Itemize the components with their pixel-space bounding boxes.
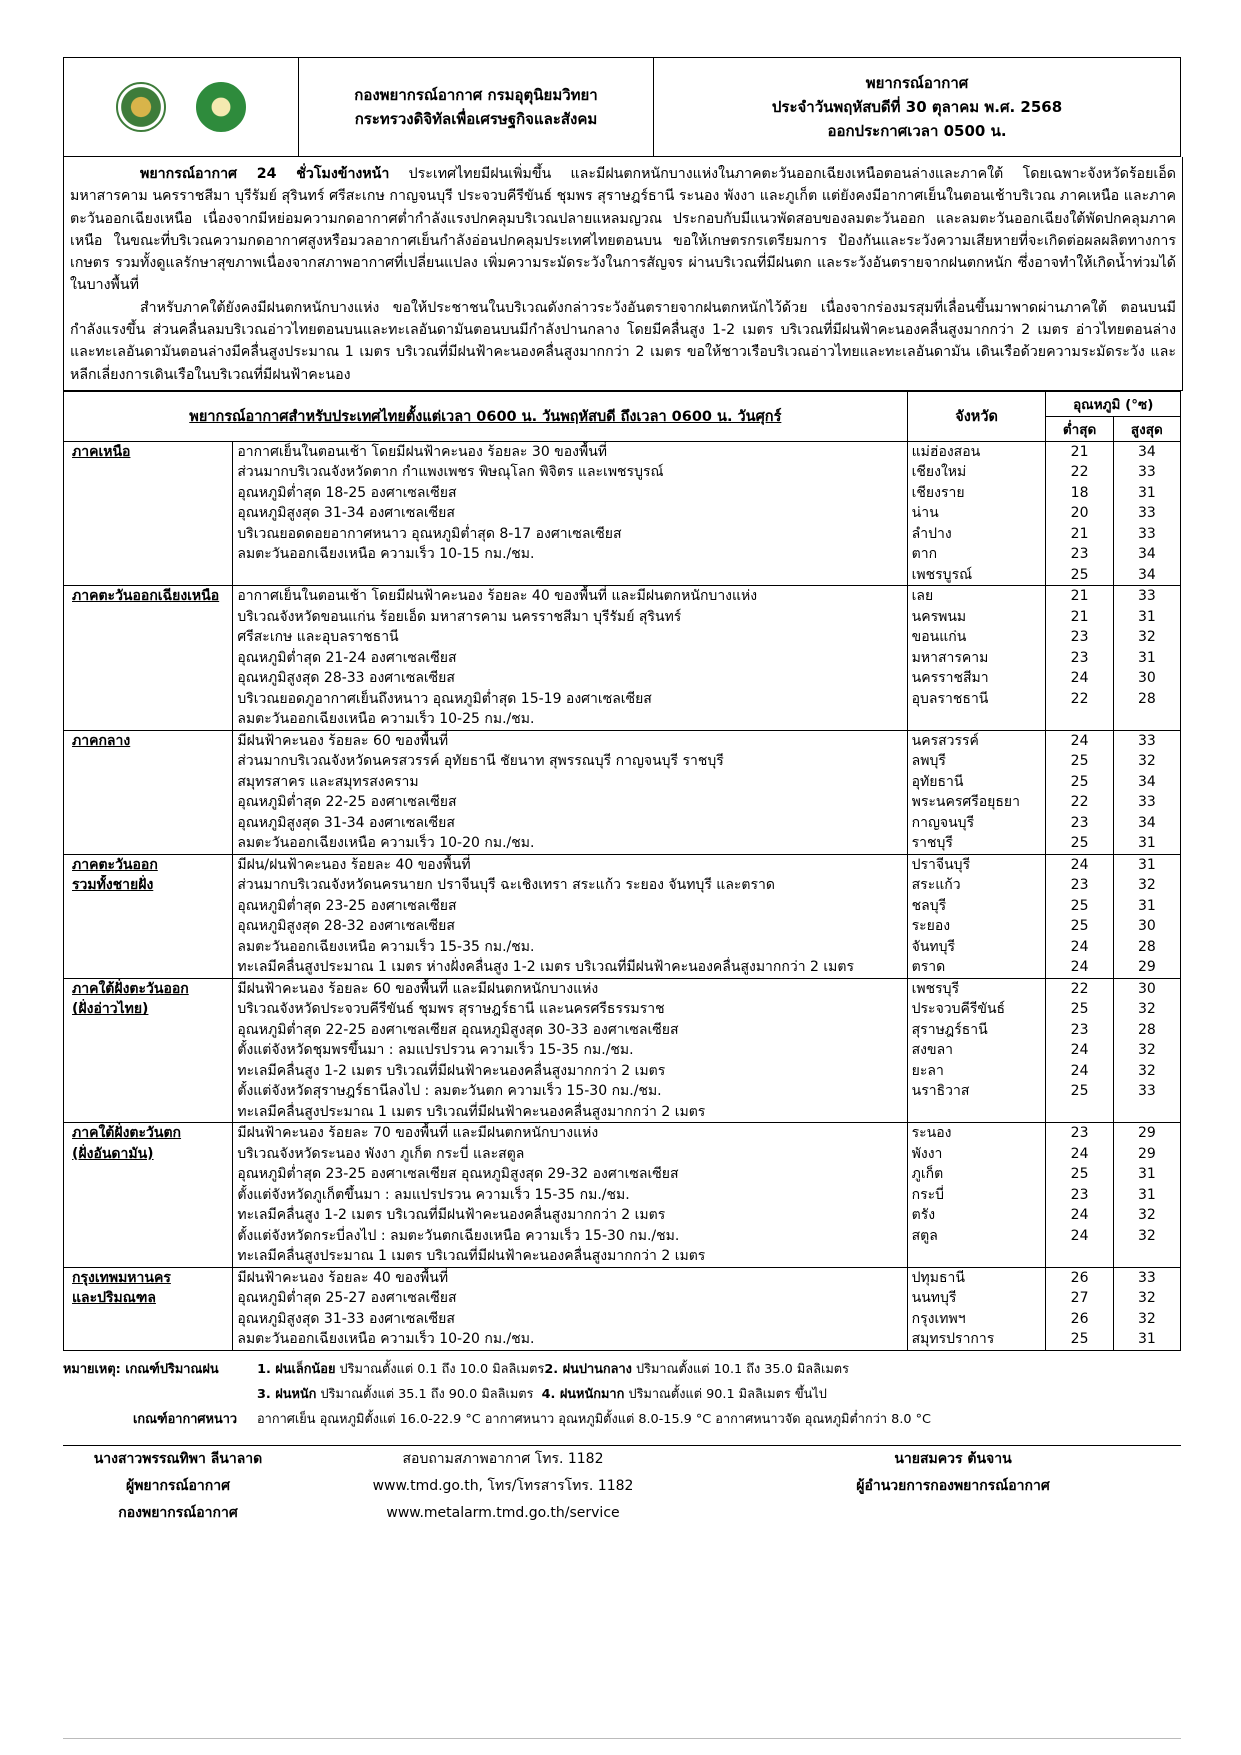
province-list <box>907 730 1046 854</box>
forecast-line: บริเวณยอดภูอากาศเย็นถึงหนาว อุณหภูมิต่ำสุด 15-19 องศาเซลเซียส <box>237 690 652 707</box>
province-name: เพชรบุรี <box>911 980 960 997</box>
forecast-line: อุณหภูมิสูงสุด 31-33 องศาเซลเซียส <box>237 1310 455 1327</box>
forecast-line: ตั้งแต่จังหวัดชุมพรขึ้นมา : ลมแปรปรวน ความเร็ว 15-35 กม./ชม. <box>237 1042 634 1059</box>
min-temp-list <box>1046 854 1113 978</box>
forecast-line: บริเวณจังหวัดระนอง พังงา ภูเก็ต กระบี่ และสตูล <box>237 1145 525 1162</box>
forecast-line: อุณหภูมิต่ำสุด 25-27 องศาเซลเซียส <box>237 1290 457 1307</box>
province-name: ตรัง <box>911 1207 936 1224</box>
max-temp: 31 <box>1137 835 1156 852</box>
intro-lead: พยากรณ์อากาศ 24 ชั่วโมงข้างหน้า <box>140 166 390 182</box>
max-temp <box>1114 1102 1180 1123</box>
province-name: กาญจนบุรี <box>911 814 975 831</box>
max-temp: 33 <box>1137 588 1156 605</box>
province-name: ลพบุรี <box>911 753 946 770</box>
province-name: อุบลราชธานี <box>911 690 989 707</box>
max-temp: 28 <box>1137 690 1156 707</box>
min-temp: 23 <box>1070 814 1089 831</box>
intro-line: ภาคเหนือ และภาคตะวันออกเฉียงเหนือ เนื่องจากมีหย่อมความกดอากาศต่ำกำลังแรงปกคลุมบริเวณปลายแหลมญวณ ประกอบกับมีแนวพัดสอบของลมตะวันออก <box>70 188 1176 227</box>
page-bottom-rule <box>63 1738 1181 1739</box>
min-temp: 25 <box>1070 835 1089 852</box>
region-name <box>64 854 233 978</box>
min-temp: 24 <box>1070 732 1089 749</box>
forecast-line: อุณหภูมิสูงสุด 28-32 องศาเซลเซียส <box>237 918 455 935</box>
forecast-table <box>63 391 1181 1351</box>
province-name: พระนครศรีอยุธยา <box>911 794 1020 811</box>
region-name-line: (ฝั่งอ่าวไทย) <box>72 1001 149 1018</box>
min-temp: 26 <box>1070 1269 1089 1286</box>
max-temp: 32 <box>1137 877 1156 894</box>
doc-title: พยากรณ์อากาศ <box>865 74 969 92</box>
forecast-line: ลมตะวันออกเฉียงเหนือ ความเร็ว 10-20 กม./ชม. <box>237 1331 535 1348</box>
max-temp-list <box>1113 978 1180 1123</box>
province-name: เชียงใหม่ <box>911 464 967 481</box>
province-list <box>907 1267 1046 1350</box>
province-name: ประจวบคีรีขันธ์ <box>911 1001 1006 1018</box>
intro-paragraph-2 <box>70 297 1176 386</box>
max-temp-list <box>1113 586 1180 731</box>
min-temp: 23 <box>1070 629 1089 646</box>
min-temp: 21 <box>1070 588 1089 605</box>
contact-service-link[interactable]: www.metalarm.tmd.go.th/service <box>386 1505 620 1521</box>
forecast-line <box>237 565 906 586</box>
region-row <box>64 854 1181 978</box>
signature-section <box>63 1445 1181 1521</box>
intro-line: อ่าวไทยตอนล่างและทะเลอันดามันตอนล่างมีคลื่นสูงประมาณ 1 เมตร บริเวณที่มีฝนฟ้าคะนองคลื่นสูงมากกว่า 2 เมตร ขอให้ชาวเรือบริเวณอ่าวไทยและทะเลอันดามัน <box>70 322 1176 361</box>
min-temp: 21 <box>1070 443 1089 460</box>
cold-criteria-label: เกณฑ์อากาศหนาว <box>133 1411 238 1427</box>
rain-level-2-text: ปริมาณตั้งแต่ 10.1 ถึง 35.0 มิลลิเมตร <box>631 1361 849 1377</box>
max-temp: 34 <box>1137 773 1156 790</box>
province-name: เพชรบูรณ์ <box>911 566 973 583</box>
region-name <box>64 730 233 854</box>
max-temp: 31 <box>1137 649 1156 666</box>
max-temp: 32 <box>1137 1207 1156 1224</box>
forecast-line: ทะเลมีคลื่นสูง 1-2 เมตร บริเวณที่มีฝนฟ้าคะนองคลื่นสูงมากกว่า 2 เมตร <box>237 1207 666 1224</box>
logo-cell <box>64 58 299 157</box>
region-name <box>64 1123 233 1268</box>
region-name-line: ภาคตะวันออก <box>72 856 158 873</box>
province-name: ลำปาง <box>911 525 952 542</box>
forecast-line: บริเวณยอดดอยอากาศหนาว อุณหภูมิต่ำสุด 8-17 องศาเซลเซียส <box>237 525 622 542</box>
min-temp <box>1046 1246 1112 1267</box>
province-name: ตราด <box>911 959 946 976</box>
forecast-line: อุณหภูมิต่ำสุด 18-25 องศาเซลเซียส <box>237 484 457 501</box>
org-name: กองพยากรณ์อากาศ กรมอุตุนิยมวิทยา <box>354 86 598 104</box>
rain-level-3: 3. ฝนหนัก <box>257 1386 317 1402</box>
doc-date: ประจำวันพฤหัสบดีที่ 30 ตุลาคม พ.ศ. 2568 <box>771 98 1063 116</box>
region-row <box>64 586 1181 731</box>
province-name: พังงา <box>911 1145 943 1162</box>
min-temp: 23 <box>1070 877 1089 894</box>
max-temp: 31 <box>1137 1186 1156 1203</box>
province-list <box>907 1123 1046 1268</box>
region-forecast <box>233 854 907 978</box>
province-name: สุราษฎร์ธานี <box>911 1021 988 1038</box>
province-name: ตาก <box>911 546 938 563</box>
max-temp: 33 <box>1137 1083 1156 1100</box>
province-header: จังหวัด <box>907 391 1046 441</box>
forecast-line: ส่วนมากบริเวณจังหวัดนครนายก ปราจีนบุรี ฉะเชิงเทรา สระแก้ว ระยอง จันทบุรี และตราด <box>237 877 775 894</box>
forecast-line: มีฝน/ฝนฟ้าคะนอง ร้อยละ 40 ของพื้นที่ <box>237 856 471 873</box>
max-temp: 32 <box>1137 1001 1156 1018</box>
max-temp <box>1114 1246 1180 1267</box>
rain-criteria-label: หมายเหตุ: เกณฑ์ปริมาณฝน <box>63 1361 219 1377</box>
forecaster-name: นางสาวพรรณทิพา ลีนาลาด <box>93 1451 263 1467</box>
forecast-line: ลมตะวันออกเฉียงเหนือ ความเร็ว 10-20 กม./ชม. <box>237 835 535 852</box>
rain-criteria-row-1 <box>63 1357 1181 1382</box>
province-name: สตูล <box>911 1227 938 1244</box>
min-temp: 25 <box>1070 753 1089 770</box>
forecast-line: อุณหภูมิสูงสุด 31-34 องศาเซลเซียส <box>237 505 455 522</box>
min-temp-list <box>1046 586 1113 731</box>
min-temp: 21 <box>1070 525 1089 542</box>
max-temp-list <box>1113 730 1180 854</box>
province-name: ระนอง <box>911 1125 952 1142</box>
region-name-line: ภาคใต้ฝั่งตะวันตก <box>72 1125 182 1142</box>
forecast-page <box>63 57 1181 1432</box>
province-list <box>907 586 1046 731</box>
min-temp-list <box>1046 730 1113 854</box>
max-temp: 31 <box>1137 1166 1156 1183</box>
max-temp: 31 <box>1137 608 1156 625</box>
max-temp: 31 <box>1137 897 1156 914</box>
max-temp: 30 <box>1137 918 1156 935</box>
province-name: ยะลา <box>911 1062 944 1079</box>
forecast-line: มีฝนฟ้าคะนอง ร้อยละ 70 ของพื้นที่ และมีฝนตกหนักบางแห่ง <box>237 1125 599 1142</box>
province-name: อุทัยธานี <box>911 773 964 790</box>
region-name-line: และปริมณฑล <box>72 1290 156 1307</box>
region-forecast <box>233 441 907 586</box>
header-table <box>63 57 1181 157</box>
region-name-line: (ฝั่งอันดามัน) <box>72 1145 154 1162</box>
max-temp: 29 <box>1137 959 1156 976</box>
issue-time: ออกประกาศเวลา 0500 น. <box>827 122 1007 140</box>
region-name-line: กรุงเทพมหานคร <box>72 1269 171 1286</box>
forecast-period-header: พยากรณ์อากาศสำหรับประเทศไทยตั้งแต่เวลา 0600 น. วันพฤหัสบดี ถึงเวลา 0600 น. วันศุกร์ <box>64 391 908 441</box>
min-temp: 23 <box>1070 1125 1089 1142</box>
forecast-line: ส่วนมากบริเวณจังหวัดนครสวรรค์ อุทัยธานี ชัยนาท สุพรรณบุรี กาญจนบุรี ราชบุรี <box>237 753 724 770</box>
min-temp: 20 <box>1070 505 1089 522</box>
region-name-line: ภาคเหนือ <box>72 443 131 460</box>
region-row <box>64 730 1181 854</box>
min-temp: 22 <box>1070 980 1089 997</box>
forecast-line: อุณหภูมิต่ำสุด 22-25 องศาเซลเซียส <box>237 794 457 811</box>
max-temp: 32 <box>1137 1310 1156 1327</box>
forecaster-role: ผู้พยากรณ์อากาศ <box>126 1478 230 1494</box>
max-temp: 33 <box>1137 464 1156 481</box>
intro-line: เดินเรือด้วยความระมัดระวัง และหลีกเลี่ยงการเดินเรือในบริเวณที่มีฝนฟ้าคะนอง <box>70 344 1176 383</box>
forecast-line: ทะเลมีคลื่นสูง 1-2 เมตร บริเวณที่มีฝนฟ้าคะนองคลื่นสูงมากกว่า 2 เมตร <box>237 1062 666 1079</box>
max-temp: 32 <box>1137 1227 1156 1244</box>
rain-level-2: 2. ฝนปานกลาง <box>544 1361 632 1377</box>
min-temp: 24 <box>1070 1062 1089 1079</box>
province-name: มหาสารคาม <box>911 649 989 666</box>
rain-criteria-row-2 <box>63 1382 1181 1407</box>
province-name: สงขลา <box>911 1042 954 1059</box>
forecast-line: มีฝนฟ้าคะนอง ร้อยละ 40 ของพื้นที่ <box>237 1269 449 1286</box>
forecaster-signature <box>63 1446 293 1527</box>
director-name: นายสมควร ต้นจาน <box>894 1451 1012 1467</box>
min-temp: 18 <box>1070 484 1089 501</box>
max-temp: 32 <box>1137 1042 1156 1059</box>
min-temp: 24 <box>1070 1145 1089 1162</box>
min-temp: 22 <box>1070 690 1089 707</box>
contact-website[interactable]: www.tmd.go.th, โทร/โทรสารโทร. 1182 <box>372 1478 634 1494</box>
forecast-line: ส่วนมากบริเวณจังหวัดตาก กำแพงเพชร พิษณุโลก พิจิตร และเพชรบูรณ์ <box>237 464 664 481</box>
forecast-line: บริเวณจังหวัดขอนแก่น ร้อยเอ็ด มหาสารคาม นครราชสีมา บุรีรัมย์ สุรินทร์ <box>237 608 682 625</box>
intro-section <box>63 157 1183 391</box>
region-forecast <box>233 1267 907 1350</box>
region-forecast <box>233 1123 907 1268</box>
forecast-line: ลมตะวันออกเฉียงเหนือ ความเร็ว 15-35 กม./ชม. <box>237 938 535 955</box>
min-temp: 25 <box>1070 566 1089 583</box>
province-name: นครราชสีมา <box>911 670 989 687</box>
min-temp: 25 <box>1070 1001 1089 1018</box>
forecast-line: ตั้งแต่จังหวัดสุราษฎร์ธานีลงไป : ลมตะวันตก ความเร็ว 15-30 กม./ชม. <box>237 1083 662 1100</box>
rain-level-1: 1. ฝนเล็กน้อย <box>257 1361 336 1377</box>
min-temp: 27 <box>1070 1290 1089 1307</box>
cold-criteria-text: อากาศเย็น อุณหภูมิตั้งแต่ 16.0-22.9 °C อากาศหนาว อุณหภูมิตั้งแต่ 8.0-15.9 °C อากาศหนาวจัด อุณหภูมิต่ำกว่า 8.0 °C <box>257 1411 931 1427</box>
max-temp-list <box>1113 1267 1180 1350</box>
forecast-line: บริเวณจังหวัดประจวบคีรีขันธ์ ชุมพร สุราษฎร์ธานี และนครศรีธรรมราช <box>237 1001 665 1018</box>
province-list <box>907 854 1046 978</box>
province-name: ราชบุรี <box>911 835 953 852</box>
intro-line: สำหรับภาคใต้ยังคงมีฝนตกหนักบางแห่ง ขอให้ประชาชนในบริเวณดังกล่าวระวังอันตรายจากฝนตกหนักไว้ด้วย เนื่องจากร่องมรสุมที่เลื่อนขึ้นมาพาดผ่านภาคใต้ <box>140 299 1108 316</box>
max-temp: 34 <box>1137 566 1156 583</box>
forecast-line: ทะเลมีคลื่นสูงประมาณ 1 เมตร บริเวณที่มีฝนฟ้าคะนองคลื่นสูงมากกว่า 2 เมตร <box>237 1248 706 1265</box>
province-name: นนทบุรี <box>911 1290 957 1307</box>
max-temp: 34 <box>1137 443 1156 460</box>
max-temp: 32 <box>1137 629 1156 646</box>
max-temp: 34 <box>1137 814 1156 831</box>
forecast-line: ตั้งแต่จังหวัดภูเก็ตขึ้นมา : ลมแปรปรวน ความเร็ว 15-35 กม./ชม. <box>237 1186 630 1203</box>
province-name: น่าน <box>911 505 939 522</box>
min-temp <box>1046 709 1112 730</box>
region-name-line: ภาคใต้ฝั่งตะวันออก <box>72 980 189 997</box>
min-temp: 23 <box>1070 1021 1089 1038</box>
max-temp: 28 <box>1137 938 1156 955</box>
province-name: นครสวรรค์ <box>911 732 979 749</box>
province-name: แม่ฮ่องสอน <box>911 443 981 460</box>
director-signature <box>803 1446 1103 1500</box>
forecast-line: อุณหภูมิสูงสุด 28-33 องศาเซลเซียส <box>237 670 455 687</box>
province-name: นราธิวาส <box>911 1083 970 1100</box>
min-temp: 22 <box>1070 464 1089 481</box>
province-name: เชียงราย <box>911 484 965 501</box>
forecast-line: อากาศเย็นในตอนเช้า โดยมีฝนฟ้าคะนอง ร้อยละ 30 ของพื้นที่ <box>237 443 608 460</box>
forecast-line: มีฝนฟ้าคะนอง ร้อยละ 60 ของพื้นที่ <box>237 732 449 749</box>
forecast-line: อุณหภูมิต่ำสุด 21-24 องศาเซลเซียส <box>237 649 457 666</box>
min-temp: 24 <box>1070 938 1089 955</box>
notes-section <box>63 1357 1181 1432</box>
region-name-line: รวมทั้งชายฝั่ง <box>72 877 154 894</box>
province-name: ภูเก็ต <box>911 1166 944 1183</box>
min-temp-list <box>1046 978 1113 1123</box>
min-temp: 24 <box>1070 670 1089 687</box>
region-name-line: ภาคตะวันออกเฉียงเหนือ <box>72 588 220 605</box>
intro-line: ผ่านบริเวณที่มีฝนตก และระวังอันตรายจากฝนตกหนัก ซึ่งอาจทำให้เกิดน้ำท่วมได้ในบางพื้นที่ <box>70 255 1176 294</box>
forecast-line: ตั้งแต่จังหวัดกระบี่ลงไป : ลมตะวันตกเฉียงเหนือ ความเร็ว 15-30 กม./ชม. <box>237 1227 680 1244</box>
min-temp: 24 <box>1070 1042 1089 1059</box>
min-temp: 25 <box>1070 897 1089 914</box>
province-name: ระยอง <box>911 918 951 935</box>
min-temp: 26 <box>1070 1310 1089 1327</box>
title-cell <box>654 58 1181 157</box>
max-temp: 30 <box>1137 670 1156 687</box>
min-temp: 24 <box>1070 856 1089 873</box>
forecast-line: อุณหภูมิต่ำสุด 23-25 องศาเซลเซียส อุณหภูมิสูงสุด 29-32 องศาเซลเซียส <box>237 1166 679 1183</box>
max-temp: 33 <box>1137 732 1156 749</box>
min-temp: 24 <box>1070 1227 1089 1244</box>
max-temp: 33 <box>1137 505 1156 522</box>
min-temp-list <box>1046 441 1113 586</box>
province-name: ชลบุรี <box>911 897 947 914</box>
intro-line: และลมตะวันออกเฉียงใต้พัดปกคลุมภาคเหนือ ในขณะที่บริเวณความกดอากาศสูงหรือมวลอากาศเย็นกำลังอ่อนปกคลุมประเทศไทยตอนบน ขอให้เกษตรกรเตรียมการ <box>70 210 1176 249</box>
cold-criteria-row <box>63 1407 1181 1432</box>
max-temp: 31 <box>1137 484 1156 501</box>
max-temp-list <box>1113 1123 1180 1268</box>
forecast-line: มีฝนฟ้าคะนอง ร้อยละ 60 ของพื้นที่ และมีฝนตกหนักบางแห่ง <box>237 980 599 997</box>
min-temp: 25 <box>1070 773 1089 790</box>
director-role: ผู้อำนวยการกองพยากรณ์อากาศ <box>856 1478 1050 1494</box>
forecast-line: สมุทรสาคร และสมุทรสงคราม <box>237 773 419 790</box>
ministry-name: กระทรวงดิจิทัลเพื่อเศรษฐกิจและสังคม <box>354 110 598 128</box>
max-temp: 32 <box>1137 753 1156 770</box>
forecast-line: ลมตะวันออกเฉียงเหนือ ความเร็ว 10-25 กม./ชม. <box>237 711 535 728</box>
max-temp: 33 <box>1137 794 1156 811</box>
max-temp: 31 <box>1137 1331 1156 1348</box>
region-forecast <box>233 978 907 1123</box>
province-name: ปราจีนบุรี <box>911 856 971 873</box>
regions-body <box>64 441 1181 1350</box>
province-name: สระแก้ว <box>911 877 961 894</box>
min-temp: 25 <box>1070 1166 1089 1183</box>
max-temp: 34 <box>1137 546 1156 563</box>
region-row <box>64 441 1181 586</box>
province-name: กระบี่ <box>911 1186 945 1203</box>
province-name: เลย <box>911 588 934 605</box>
tmd-logo-icon <box>116 82 166 132</box>
region-name <box>64 1267 233 1350</box>
max-temp: 29 <box>1137 1145 1156 1162</box>
max-temp-list <box>1113 854 1180 978</box>
forecaster-org: กองพยากรณ์อากาศ <box>118 1505 238 1521</box>
region-forecast <box>233 586 907 731</box>
max-temp: 32 <box>1137 1290 1156 1307</box>
province-name: ปทุมธานี <box>911 1269 965 1286</box>
min-temp: 25 <box>1070 1083 1089 1100</box>
region-name <box>64 978 233 1123</box>
intro-line: มหาสารคาม นครราชสีมา บุรีรัมย์ สุรินทร์ ศรีสะเกษ กาญจนบุรี ประจวบคีรีขันธ์ ชุมพร สุราษฎร์ธานี ระนอง พังงา และภูเก็ต แต่ยังคงมีอากาศเย็นในตอนเช้าบริเวณ <box>70 188 1056 205</box>
min-temp: 24 <box>1070 1207 1089 1224</box>
province-name: นครพนม <box>911 608 967 625</box>
province-name <box>912 1246 1046 1267</box>
max-temp-list <box>1113 441 1180 586</box>
min-temp-list <box>1046 1123 1113 1268</box>
region-name <box>64 586 233 731</box>
forecast-line: อากาศเย็นในตอนเช้า โดยมีฝนฟ้าคะนอง ร้อยละ 40 ของพื้นที่ และมีฝนตกหนักบางแห่ง <box>237 588 758 605</box>
intro-line: ป้องกันและระวังความเสียหายที่จะเกิดต่อผลผลิตทางการเกษตร รวมทั้งดูแลรักษาสุขภาพเนื่องจากสภาพอากาศที่เปลี่ยนแปลง เพิ่มความระมัดระวังในการสัญจร <box>70 232 1176 272</box>
max-temp: 28 <box>1137 1021 1156 1038</box>
max-temp: 30 <box>1137 980 1156 997</box>
intro-line: ตอนบนมีกำลังแรงขึ้น ส่วนคลื่นลมบริเวณอ่าวไทยตอนบนและทะเลอันดามันตอนบนมีกำลังปานกลาง โดยมีคลื่นสูง 1-2 เมตร บริเวณที่มีฝนฟ้าคะนองคลื่นสูงมากกว่า 2 เมตร <box>70 299 1176 339</box>
province-name <box>912 1102 1046 1123</box>
max-temp <box>1114 709 1180 730</box>
rain-level-4: 4. ฝนหนักมาก <box>541 1386 625 1402</box>
min-temp: 25 <box>1070 918 1089 935</box>
forecast-line: ลมตะวันออกเฉียงเหนือ ความเร็ว 10-15 กม./ชม. <box>237 546 535 563</box>
forecast-line: อุณหภูมิสูงสุด 31-34 องศาเซลเซียส <box>237 814 455 831</box>
min-temp: 22 <box>1070 794 1089 811</box>
rain-level-4-text: ปริมาณตั้งแต่ 90.1 มิลลิเมตร ขึ้นไป <box>624 1386 827 1402</box>
province-list <box>907 978 1046 1123</box>
min-temp: 23 <box>1070 649 1089 666</box>
max-temp: 33 <box>1137 1269 1156 1286</box>
tmd-emblem-icon <box>196 82 246 132</box>
max-temp: 32 <box>1137 1062 1156 1079</box>
forecast-line: ศรีสะเกษ และอุบลราชธานี <box>237 629 399 646</box>
forecast-line: อุณหภูมิต่ำสุด 23-25 องศาเซลเซียส <box>237 897 457 914</box>
max-temp: 31 <box>1137 856 1156 873</box>
region-name-line: ภาคกลาง <box>72 732 131 749</box>
province-name: สมุทรปราการ <box>911 1331 995 1348</box>
contact-phone: สอบถามสภาพอากาศ โทร. 1182 <box>402 1451 604 1467</box>
forecast-line: อุณหภูมิต่ำสุด 22-25 องศาเซลเซียส อุณหภูมิสูงสุด 30-33 องศาเซลเซียส <box>237 1021 679 1038</box>
min-temp: 25 <box>1070 1331 1089 1348</box>
province-name: ขอนแก่น <box>911 629 967 646</box>
min-temp: 23 <box>1070 546 1089 563</box>
region-name <box>64 441 233 586</box>
province-name: กรุงเทพฯ <box>911 1310 966 1327</box>
intro-line: ประเทศไทยมีฝนเพิ่มขึ้น และมีฝนตกหนักบางแห่งในภาคตะวันออกเฉียงเหนือตอนล่างและภาคใต้ โดยเฉพาะจังหวัดร้อยเอ็ด <box>389 166 1176 182</box>
region-forecast <box>233 730 907 854</box>
contact-info <box>333 1446 673 1527</box>
forecast-line: ทะเลมีคลื่นสูงประมาณ 1 เมตร ห่างฝั่งคลื่นสูง 1-2 เมตร บริเวณที่มีฝนฟ้าคะนองคลื่นสูงมากกว่า 2 เมตร <box>237 959 855 976</box>
forecast-line: ทะเลมีคลื่นสูงประมาณ 1 เมตร บริเวณที่มีฝนฟ้าคะนองคลื่นสูงมากกว่า 2 เมตร <box>237 1103 706 1120</box>
max-temp-header: สูงสุด <box>1113 416 1180 441</box>
org-cell <box>299 58 654 157</box>
province-list <box>907 441 1046 586</box>
region-row <box>64 978 1181 1123</box>
region-row <box>64 1267 1181 1350</box>
province-name: จันทบุรี <box>911 938 956 955</box>
rain-level-3-text: ปริมาณตั้งแต่ 35.1 ถึง 90.0 มิลลิเมตร <box>316 1386 534 1402</box>
region-row <box>64 1123 1181 1268</box>
min-temp: 21 <box>1070 608 1089 625</box>
min-temp-list <box>1046 1267 1113 1350</box>
min-temp: 23 <box>1070 1186 1089 1203</box>
province-name <box>912 709 1046 730</box>
min-temp: 24 <box>1070 959 1089 976</box>
rain-level-1-text: ปริมาณตั้งแต่ 0.1 ถึง 10.0 มิลลิเมตร <box>335 1361 545 1377</box>
min-temp <box>1046 1102 1112 1123</box>
max-temp: 29 <box>1137 1125 1156 1142</box>
min-temp-header: ต่ำสุด <box>1046 416 1113 441</box>
max-temp: 33 <box>1137 525 1156 542</box>
temperature-header: อุณหภูมิ (°ซ) <box>1046 391 1181 416</box>
intro-paragraph-1 <box>70 163 1176 297</box>
